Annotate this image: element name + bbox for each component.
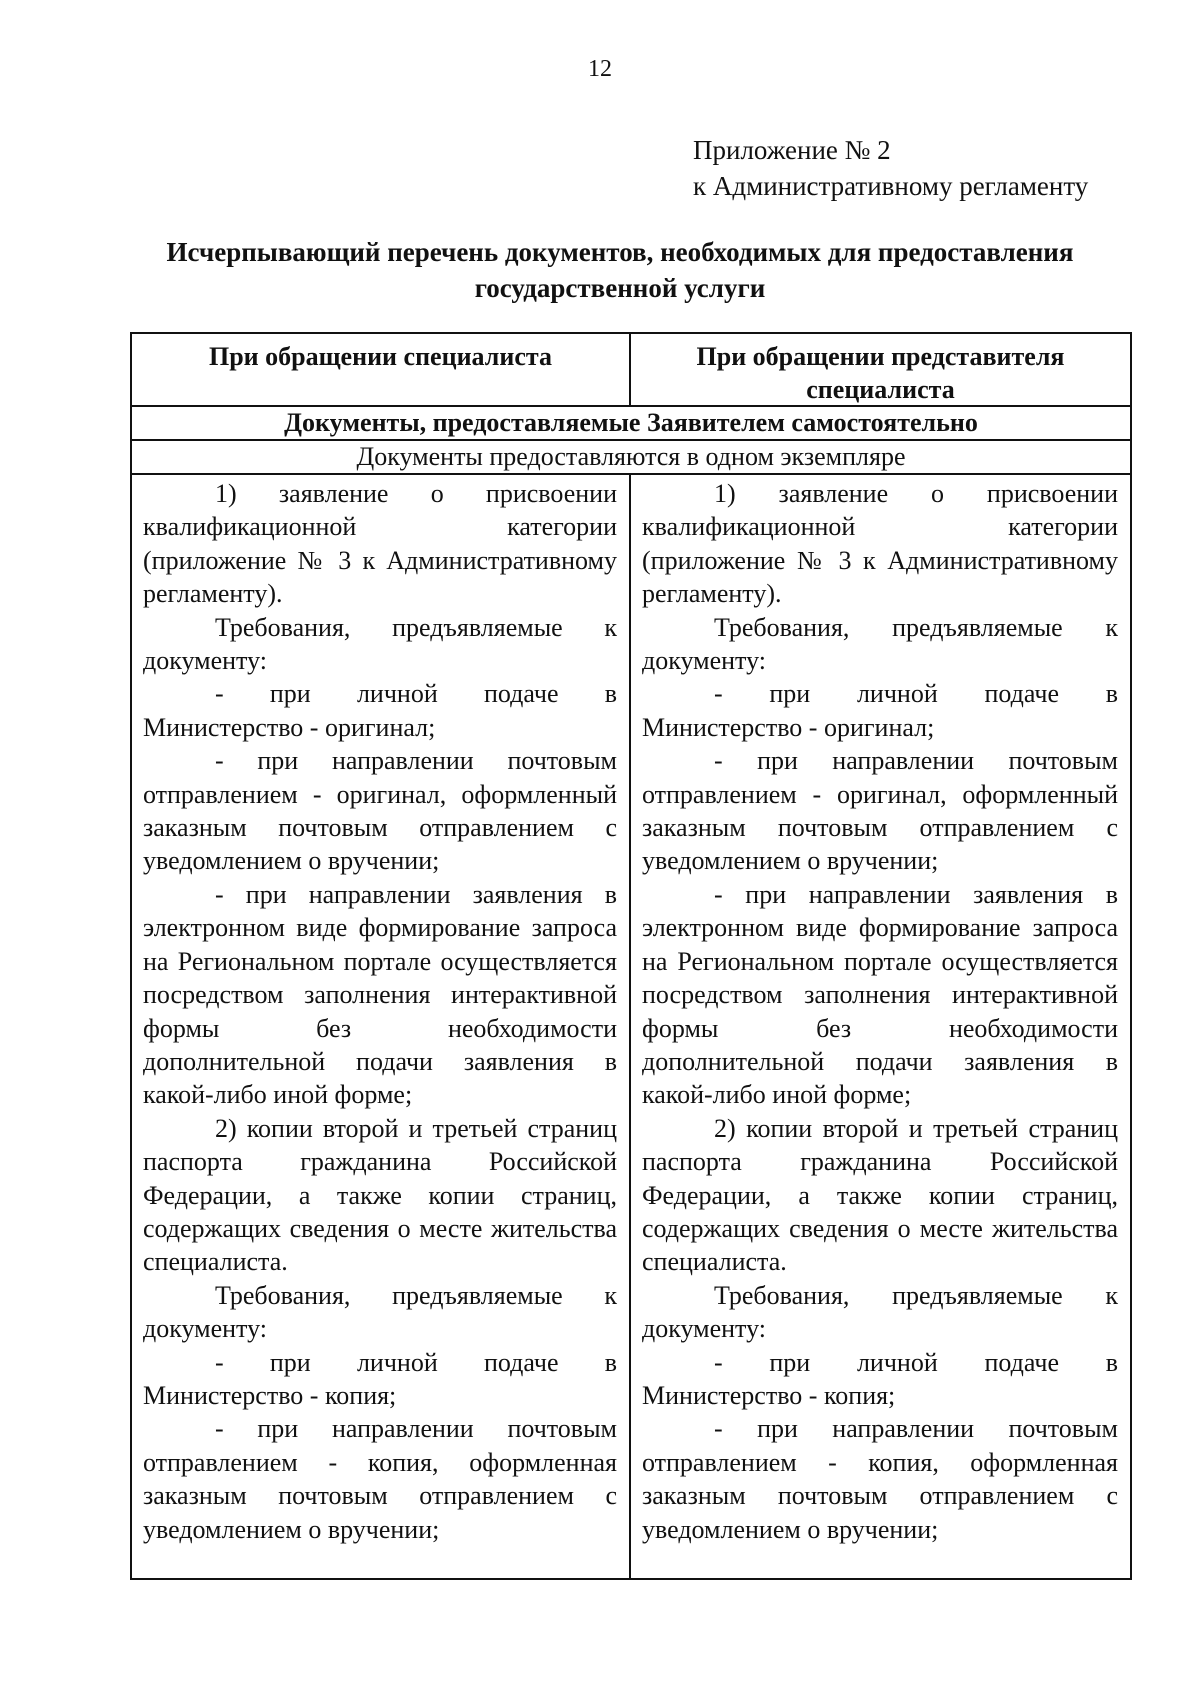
requirement-personal-copy: - при личной подаче в Министерство - копия; xyxy=(642,1347,1118,1410)
requirement-postal-copy: - при направлении почтовым отправлением - копия, оформленная заказным почтовым отправлением с уведомлением о вручении; xyxy=(642,1414,1118,1544)
section-title-row: Документы, предоставляемые Заявителем самостоятельно xyxy=(132,407,1130,441)
header-specialist: При обращении специалиста xyxy=(132,334,631,405)
documents-table xyxy=(130,332,1132,1580)
specialist-documents-cell xyxy=(132,475,631,1578)
requirements-label: Требования, предъявляемые к документу: xyxy=(642,1280,1118,1344)
item-passport-copies: 2) копии второй и третьей страниц паспорта гражданина Российской Федерации, а также копии страниц, содержащих сведения о месте жительства специалиста. xyxy=(143,1113,617,1277)
requirements-label: Требования, предъявляемые к документу: xyxy=(642,612,1118,676)
item-application: 1) заявление о присвоении квалификационной категории (приложение № 3 к Административному регламенту). xyxy=(143,479,617,609)
requirement-postal-original: - при направлении почтовым отправлением - оригинал, оформленный заказным почтовым отправлением с уведомлением о вручении; xyxy=(642,746,1118,876)
header-representative: При обращении представителя специалиста xyxy=(696,342,1065,404)
requirement-personal-original: - при личной подаче в Министерство - оригинал; xyxy=(143,679,617,742)
representative-documents-cell xyxy=(631,475,1130,1578)
requirement-postal-original: - при направлении почтовым отправлением - оригинал, оформленный заказным почтовым отправлением с уведомлением о вручении; xyxy=(143,746,617,876)
document-title-line-2: государственной услуги xyxy=(474,273,766,303)
table-body-row xyxy=(132,475,1130,1578)
requirements-label: Требования, предъявляемые к документу: xyxy=(143,1280,617,1344)
requirement-personal-original: - при личной подаче в Министерство - оригинал; xyxy=(642,679,1118,742)
requirement-postal-copy: - при направлении почтовым отправлением - копия, оформленная заказным почтовым отправлением с уведомлением о вручении; xyxy=(143,1414,617,1544)
section-subtitle-row: Документы предоставляются в одном экземпляре xyxy=(132,441,1130,475)
requirements-label: Требования, предъявляемые к документу: xyxy=(143,612,617,676)
document-title-line-1: Исчерпывающий перечень документов, необходимых для предоставления xyxy=(166,237,1074,267)
requirement-personal-copy: - при личной подаче в Министерство - копия; xyxy=(143,1347,617,1410)
table-header-row xyxy=(132,334,1130,407)
appendix-note xyxy=(693,132,1088,204)
item-passport-copies: 2) копии второй и третьей страниц паспорта гражданина Российской Федерации, а также копии страниц, содержащих сведения о месте жительства специалиста. xyxy=(642,1113,1118,1277)
document-title xyxy=(120,234,1120,306)
item-application: 1) заявление о присвоении квалификационной категории (приложение № 3 к Административному регламенту). xyxy=(642,479,1118,609)
appendix-line-1: Приложение № 2 xyxy=(693,135,891,165)
requirement-electronic: - при направлении заявления в электронном виде формирование запроса на Региональном портале осуществляется посредством заполнения интерактивной формы без необходимости дополнительной подачи заявления в какой-либо иной форме; xyxy=(143,879,617,1110)
appendix-line-2: к Административному регламенту xyxy=(693,171,1089,201)
requirement-electronic: - при направлении заявления в электронном виде формирование запроса на Региональном портале осуществляется посредством заполнения интерактивной формы без необходимости дополнительной подачи заявления в какой-либо иной форме; xyxy=(642,879,1118,1110)
page-number: 12 xyxy=(588,56,612,82)
